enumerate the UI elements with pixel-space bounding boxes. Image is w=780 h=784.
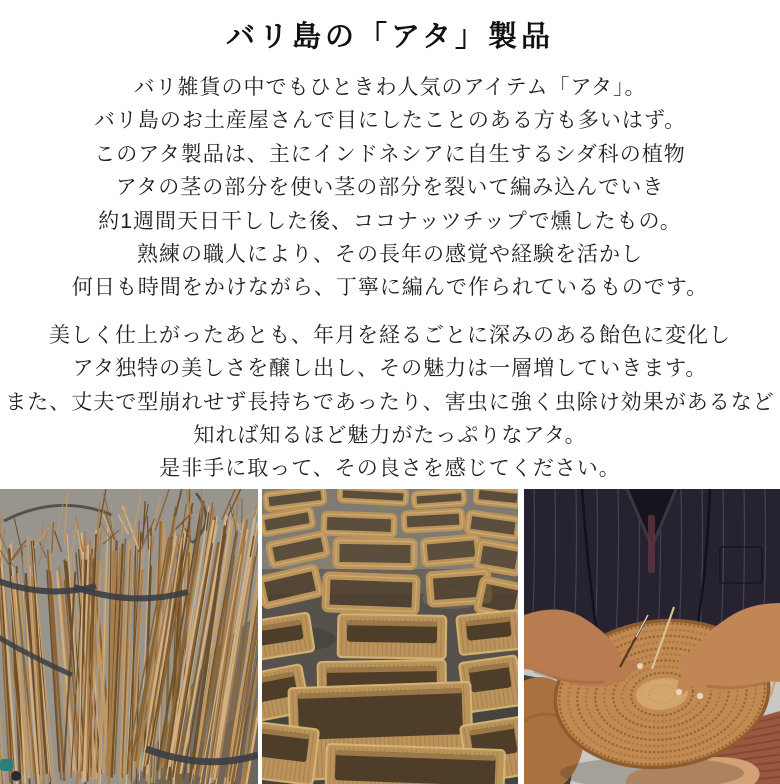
text-line: 何日も時間をかけながら、丁寧に編んで作られているものです。 [0,271,780,304]
intro-paragraph [0,71,780,305]
text-line: 約1週間天日干しした後、ココナッツチップで燻したもの。 [0,205,780,238]
text-line: アタの茎の部分を使い茎の部分を裂いて編み込んでいき [0,171,780,204]
text-line: 知れば知るほど魅力がたっぷりなアタ。 [0,419,780,452]
text-line: バリ雑貨の中でもひときわ人気のアイテム「アタ」。 [0,71,780,104]
photo-baskets-sun-drying [262,489,518,784]
photo-row [0,489,780,784]
photo-ata-vine-bundles [0,489,258,784]
text-line: また、丈夫で型崩れせず長持ちであったり、害虫に強く虫除け効果があるなど [0,386,780,419]
text-line: 美しく仕上がったあとも、年月を経るごとに深みのある飴色に変化し [0,319,780,352]
page-title: バリ島の「アタ」製品 [0,0,780,55]
text-line: このアタ製品は、主にインドネシアに自生するシダ科の植物 [0,138,780,171]
photo-artisan-weaving-plate [524,489,780,784]
text-line: バリ島のお土産屋さんで目にしたことのある方も多いはず。 [0,104,780,137]
appeal-paragraph [0,319,780,486]
text-line: 熟練の職人により、その長年の感覚や経験を活かし [0,238,780,271]
text-line: 是非手に取って、その良さを感じてください。 [0,452,780,485]
text-line: アタ独特の美しさを醸し出し、その魅力は一層増していきます。 [0,352,780,385]
